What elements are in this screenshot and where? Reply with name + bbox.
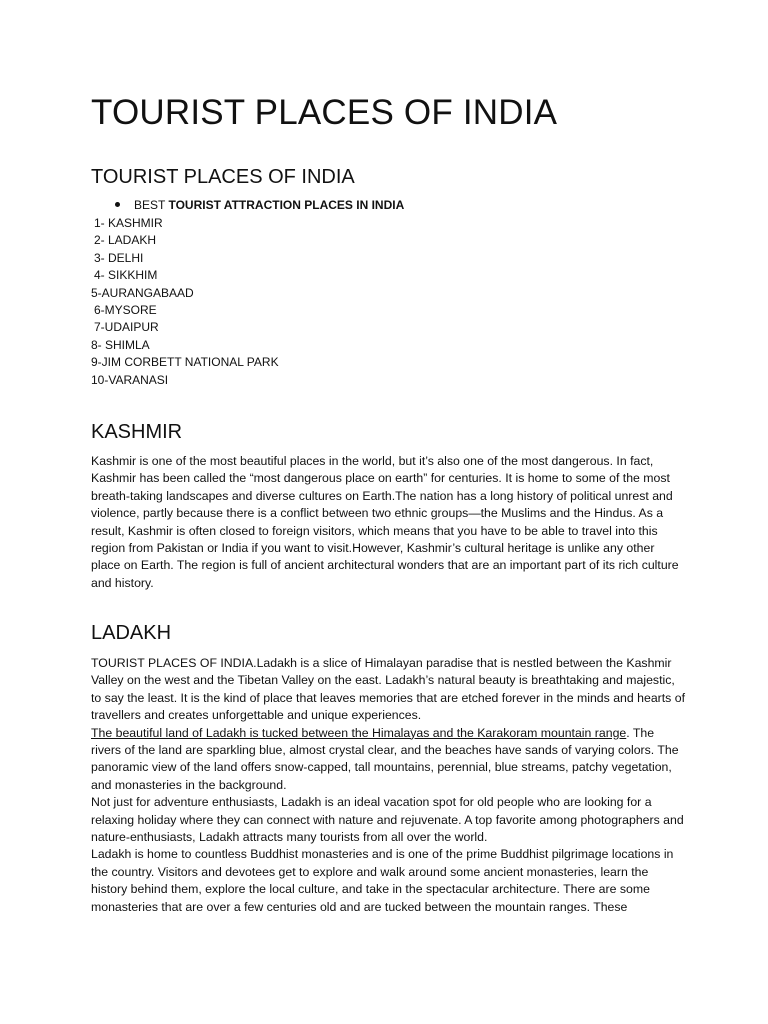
kashmir-paragraph xyxy=(91,453,685,592)
kashmir-text: Kashmir is one of the most beautiful places in the world, but it’s also one of the most dangerous. In fact, Kashmir has been called the “most dangerous place on earth” for centuries. It is home to some of the most breath-taking landscapes and diverse cultures on Earth.The nation has a long history of political unrest and violence, partly because there is a conflict between two ethnic groups—the Muslims and the Hindus. As a result, Kashmir is often closed to foreign visitors, which means that you have to be able to travel into this region from Pakistan or India if you want to visit.However, Kashmir’s cultural heritage is unlike any other place on Earth. The region is full of ancient architectural wonders that are an important part of its rich culture and history. xyxy=(91,454,679,590)
ladakh-text-4: Ladakh is home to countless Buddhist monasteries and is one of the prime Buddhist pilgrimage locations in the country. Visitors and devotees get to explore and walk around some ancient monasteries, learn the history behind them, explore the local culture, and take in the spectacular architecture. There are some monasteries that are over a few centuries old and are tucked between the mountain ranges. These xyxy=(91,847,674,914)
kashmir-heading: KASHMIR xyxy=(91,421,183,443)
ladakh-text-1: TOURIST PLACES OF INDIA.Ladakh is a slice of Himalayan paradise that is nestled between the Kashmir Valley on the west and the Tibetan Valley on the east. Ladakh’s natural beauty is breathtaking and majestic, to say the least. It is the kind of place that leaves memories that are etched forever in the minds and hearts of travellers and creates unforgettable and unique experiences. xyxy=(91,656,685,723)
ladakh-text-2 xyxy=(91,725,685,795)
list-item: 6-MYSORE xyxy=(94,303,157,318)
bullet-dot-icon xyxy=(115,202,120,207)
document-title: TOURIST PLACES OF INDIA xyxy=(91,93,558,132)
ladakh-text-3: Not just for adventure enthusiasts, Ladakh is an ideal vacation spot for old people who are looking for a relaxing holiday where they can connect with nature and rejuvenate. A top favorite among photographers and nature-enthusiasts, Ladakh attracts many tourists from all over the world. xyxy=(91,795,684,845)
places-list xyxy=(91,215,279,389)
ladakh-text-2-rest: . The rivers of the land are sparkling blue, almost crystal clear, and the beaches have sands of varying colors. The panoramic view of the land offers snow-capped, tall mountains, perennial, blue streams, patchy vegetation, and monasteries in the background. xyxy=(91,725,679,792)
list-item: 3- DELHI xyxy=(94,250,144,265)
list-item: 5-AURANGABAAD xyxy=(91,285,194,300)
ladakh-link[interactable]: The beautiful land of Ladakh is tucked between the Himalayas and the Karakoram mountain range xyxy=(91,725,627,740)
ladakh-paragraph xyxy=(91,655,685,916)
document-subtitle: TOURIST PLACES OF INDIA xyxy=(91,166,355,188)
list-item: 8- SHIMLA xyxy=(91,337,150,352)
list-item: 10-VARANASI xyxy=(91,372,169,387)
bullet-prefix: BEST xyxy=(134,198,166,212)
bullet-item xyxy=(115,198,404,212)
list-item: 9-JIM CORBETT NATIONAL PARK xyxy=(91,355,279,370)
bullet-bold-text: TOURIST ATTRACTION PLACES IN INDIA xyxy=(168,198,405,212)
list-item: 2- LADAKH xyxy=(94,233,157,248)
list-item: 1- KASHMIR xyxy=(94,216,163,230)
list-item: 4- SIKKHIM xyxy=(94,268,158,283)
list-item: 7-UDAIPUR xyxy=(94,320,159,335)
ladakh-heading: LADAKH xyxy=(91,622,172,644)
